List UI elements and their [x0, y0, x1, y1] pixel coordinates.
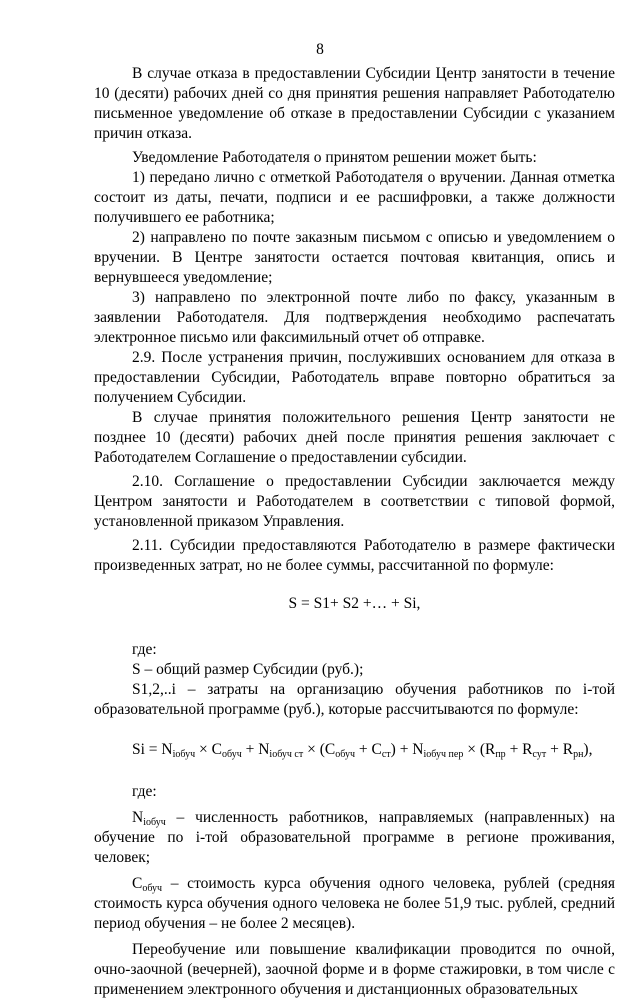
definition-c-obuch: $C_{обуч}$ – стоимость курса обучения одного человека, рублей (средняя стоимость курса обучения одного человека не более 51,9 тыс. рублей, средний период обучения – не более 2 месяцев). [94, 875, 615, 932]
where-label-1: где: [132, 641, 157, 658]
definition-s: S – общий размер Субсидии (руб.); [132, 661, 364, 678]
paragraph-notice-intro: Уведомление Работодателя о принятом решении может быть: [132, 149, 537, 166]
page-number: 8 [316, 41, 324, 58]
list-item-3: 3) направлено по электронной почте либо по факсу, указанным в заявлении Работодателя. Для подтверждения необходимо распечатать электронное письмо или факсимильный отчет об отправке. [94, 289, 615, 346]
where-label-2: где: [132, 783, 157, 800]
paragraph-retraining: Переобучение или повышение квалификации проводится по очной, очно-заочной (вечерней), заочной форме и в форме стажировки, в том числе с применением электронного обучения и дистанционных образовательных [94, 941, 615, 998]
list-item-2: 2) направлено по почте заказным письмом с описью и уведомлением о вручении. В Центре занятости остается почтовая квитанция, опись и вернувшееся уведомление; [94, 229, 615, 286]
formula-si: $Si = N_{iобуч} \times C_{обуч} + N_{iобуч ст} \times (C_{обуч} + C_{ст}) + N_{iобуч пер} \times (R_{пр} + R_{сут} + R_{рн})$, [132, 741, 593, 760]
definition-n-iobuch: $N_{iобуч}$ – численность работников, направляемых (направленных) на обучение по i-той образовательной программе в регионе проживания, человек; [94, 809, 615, 866]
definition-si: S1,2,..i – затраты на организацию обучения работников по i-той образовательной программе (руб.), которые рассчитываются по формуле: [94, 681, 615, 718]
formula-total-subsidy: S = S1+ S2 +… + Si, [288, 595, 421, 612]
paragraph-2-10: 2.10. Соглашение о предоставлении Субсидии заключается между Центром занятости и Работодателем в соответствии с типовой формой, установленной приказом Управления. [94, 473, 615, 530]
list-item-1: 1) передано лично с отметкой Работодателя о вручении. Данная отметка состоит из даты, печати, подписи и ее расшифровки, а также должности получившего ее работника; [94, 169, 615, 226]
paragraph-2-11: 2.11. Субсидии предоставляются Работодателю в размере фактически произведенных затрат, но не более суммы, рассчитанной по формуле: [94, 537, 615, 574]
paragraph-positive-decision: В случае принятия положительного решения Центр занятости не позднее 10 (десяти) рабочих дней после принятия решения заключает с Работодателем Соглашение о предоставлении субсидии. [94, 409, 615, 466]
paragraph-2-9: 2.9. После устранения причин, послуживших основанием для отказа в предоставлении Субсидии, Работодатель вправе повторно обратиться за получением Субсидии. [94, 349, 615, 406]
document-body [94, 64, 615, 1000]
paragraph-refusal: В случае отказа в предоставлении Субсидии Центр занятости в течение 10 (десяти) рабочих дней со дня принятия решения направляет Работодателю письменное уведомление об отказе в предоставлении Субсидии с указанием причин отказа. [94, 65, 615, 142]
